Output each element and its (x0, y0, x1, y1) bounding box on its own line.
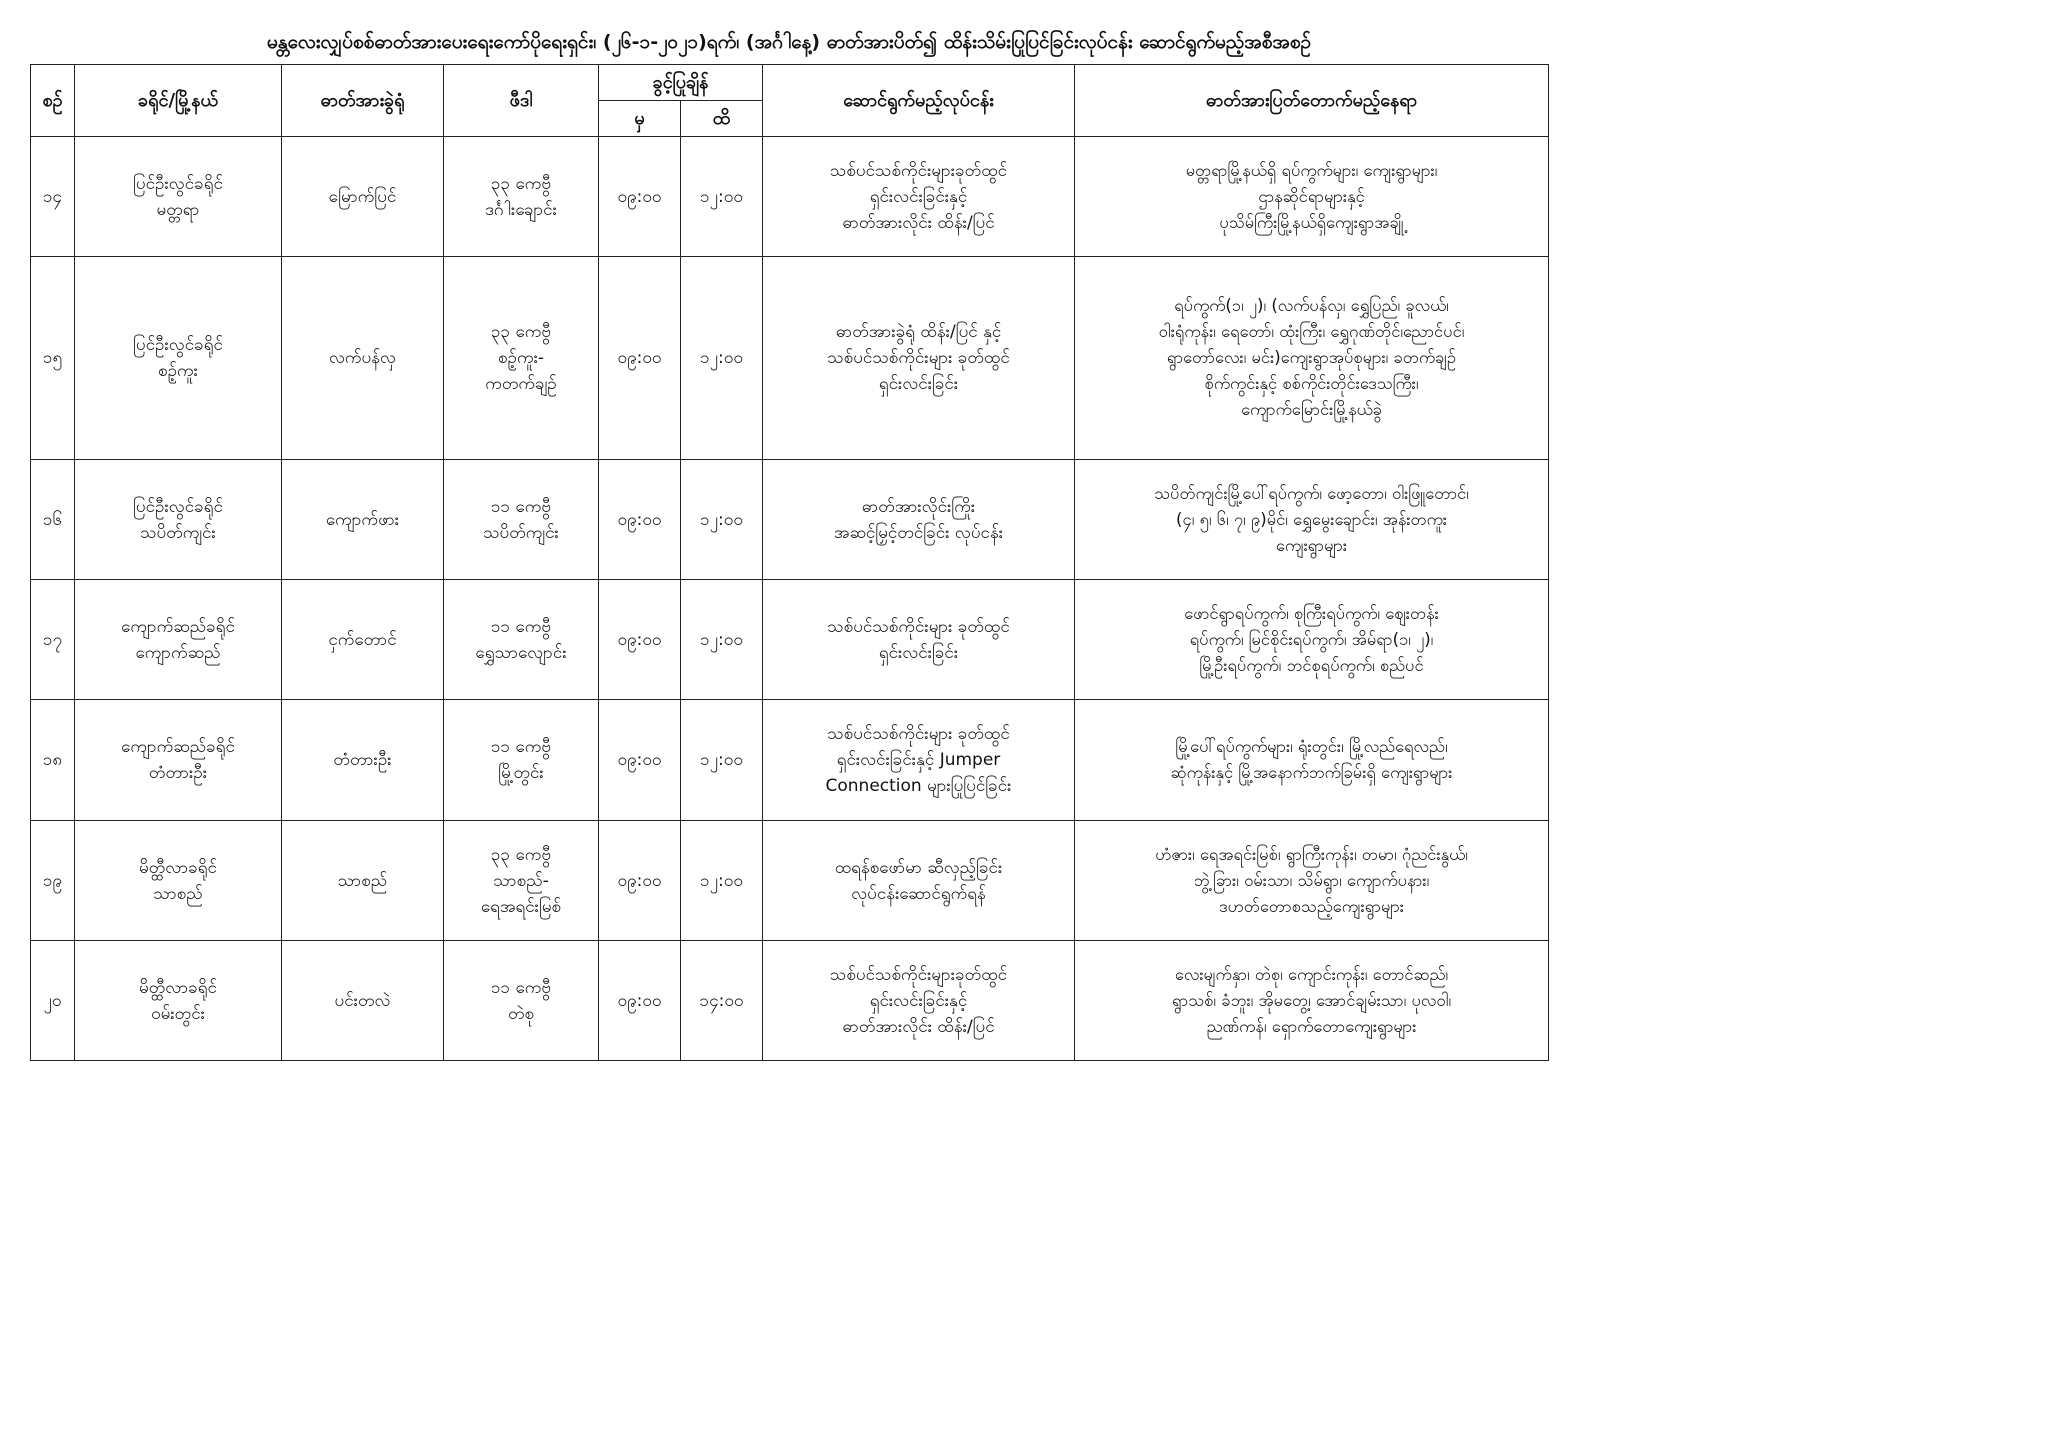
table-row (31, 460, 1549, 580)
cell-district-line: တံတားဦး (148, 763, 208, 783)
header-outage-area: ဓာတ်အားပြတ်တောက်မည့်နေရာ (1075, 65, 1549, 137)
cell-feeder-line: ၃၃ ကေဗွီ (490, 844, 552, 865)
cell-feeder-line: မြို့တွင်း (498, 763, 544, 783)
cell-district (75, 137, 282, 257)
cell-work-line: သစ်ပင်သစ်ကိုင်းများ ခုတ်ထွင် (827, 616, 1010, 637)
cell-outage-area-line: မြို့ဦးရပ်ကွက်၊ ဘင်စုရပ်ကွက်၊ စည်ပင် (1199, 655, 1424, 675)
cell-feeder-line: ၁၁ ကေဗွီ (490, 616, 552, 637)
cell-district (75, 460, 282, 580)
cell-feeder-line: ၁၁ ကေဗွီ (490, 737, 552, 757)
cell-district-line: ပြင်ဦးလွင်ခရိုင် (133, 496, 223, 517)
cell-outage-area (1075, 700, 1549, 821)
cell-district-line: ပြင်ဦးလွင်ခရိုင် (133, 335, 223, 355)
cell-outage-area-line: မတ္တရာမြို့နယ်ရှိ ရပ်ကွက်များ၊ ကျေးရွာများ၊ (1185, 160, 1438, 180)
cell-work (763, 257, 1075, 460)
cell-outage-area-line: ရပ်ကွက်၊ မြင်စိုင်းရပ်ကွက်၊ အိမ်ရာ(၁၊ ၂)၊ (1189, 629, 1434, 649)
cell-outage-area-line: စိုက်ကွင်းနှင့် စစ်ကိုင်းတိုင်းဒေသကြီး၊ (1204, 374, 1419, 393)
cell-outage-area (1075, 821, 1549, 941)
cell-substation: မြောက်ပြင် (282, 137, 444, 257)
cell-district (75, 941, 282, 1061)
cell-outage-area-line: ကျေးရွာများ (1275, 535, 1348, 555)
cell-outage-area-line: ဟံဇား၊ ရေအရင်းမြစ်၊ ရွာကြီးကုန်း၊ တမာ၊ ဂုံညင်းနွယ်၊ (1155, 844, 1468, 864)
cell-work-line: သစ်ပင်သစ်ကိုင်းများခုတ်ထွင် (829, 160, 1008, 181)
cell-outage-area-line: မြို့ပေါ်ရပ်ကွက်များ၊ ရုံးတွင်း၊ မြို့လည်ရေလည်၊ (1175, 737, 1448, 756)
cell-outage-area-line: ရပ်ကွက်(၁၊ ၂)၊ (လက်ပန်လှ၊ ရွှေပြည်၊ ခူလယ်၊ (1174, 296, 1449, 315)
schedule-table (30, 64, 1549, 1061)
cell-seq: ၁၅ (31, 257, 75, 460)
cell-district (75, 580, 282, 700)
cell-work-line: ရှင်းလင်းခြင်း (878, 642, 959, 663)
cell-district-line: မိတ္ထီလာခရိုင် (139, 977, 217, 998)
cell-outage-area (1075, 460, 1549, 580)
cell-district-line: သာစည် (153, 883, 203, 904)
cell-seq: ၂၀ (31, 941, 75, 1061)
header-permitted-time: ခွင့်ပြုချိန် (599, 65, 763, 101)
cell-time-from: ၀၉:၀၀ (599, 580, 681, 700)
cell-feeder-line: သပိတ်ကျင်း (483, 522, 559, 543)
cell-work-line: ရှင်းလင်းခြင်းနှင့် (869, 990, 968, 1011)
cell-district (75, 821, 282, 941)
cell-time-to: ၁၂:၀၀ (681, 460, 763, 580)
cell-district (75, 700, 282, 821)
cell-district-line: မိတ္ထီလာခရိုင် (139, 857, 217, 878)
cell-time-to: ၁၂:၀၀ (681, 821, 763, 941)
cell-time-from: ၀၉:၀၀ (599, 137, 681, 257)
cell-feeder-line: စဥ့်ကူး- (497, 348, 545, 368)
cell-outage-area-line: သပိတ်ကျင်းမြို့ပေါ်ရပ်ကွက်၊ ဖော့တော၊ ဝါးဖြူတောင်၊ (1154, 483, 1469, 503)
cell-time-from: ၀၉:၀၀ (599, 821, 681, 941)
cell-feeder-line: ၃၃ ကေဗွီ (490, 322, 552, 342)
cell-seq: ၁၆ (31, 460, 75, 580)
cell-work-line: ဓာတ်အားခွဲရုံ ထိန်း/ပြင် နှင့် (835, 322, 1002, 342)
cell-feeder (444, 580, 599, 700)
table-row (31, 257, 1549, 460)
table-row (31, 700, 1549, 821)
cell-feeder (444, 821, 599, 941)
cell-substation: ငှက်တောင် (282, 580, 444, 700)
cell-district-line: ဝမ်းတွင်း (151, 1003, 205, 1024)
cell-work (763, 137, 1075, 257)
cell-outage-area-line: ဒဟတ်တောစသည့်ကျေးရွာများ (1219, 896, 1404, 916)
cell-time-to: ၁၂:၀၀ (681, 580, 763, 700)
cell-substation: တံတားဦး (282, 700, 444, 821)
cell-district (75, 257, 282, 460)
cell-work-line: ဓာတ်အားလိုင်းကြိုး (861, 496, 976, 517)
cell-work-line: လုပ်ငန်းဆောင်ရွက်ရန် (851, 883, 986, 904)
cell-substation: လက်ပန်လှ (282, 257, 444, 460)
cell-outage-area-line: ရွာသစ်၊ ခံဘူး၊ အိုမတွေ့၊ အောင်ချမ်းသာ၊ ပုလဝါ၊ (1171, 990, 1452, 1010)
cell-feeder-line: ကတက်ချဉ် (485, 374, 557, 394)
cell-feeder (444, 460, 599, 580)
cell-time-from: ၀၉:၀၀ (599, 700, 681, 821)
cell-district-line: ကျောက်ဆည် (135, 642, 221, 663)
cell-feeder-line: ရွှေသာလျောင်း (475, 642, 567, 663)
cell-feeder-line: ၁၁ ကေဗွီ (490, 496, 552, 517)
cell-outage-area (1075, 941, 1549, 1061)
cell-work-line: သစ်ပင်သစ်ကိုင်းများခုတ်ထွင် (829, 964, 1008, 985)
cell-substation: သာစည် (282, 821, 444, 941)
cell-seq: ၁၈ (31, 700, 75, 821)
table-row (31, 821, 1549, 941)
cell-district-line: ကျောက်ဆည်ခရိုင် (121, 737, 235, 757)
cell-feeder (444, 137, 599, 257)
cell-seq: ၁၉ (31, 821, 75, 941)
cell-work-line: ရှင်းလင်းခြင်း (878, 374, 959, 394)
cell-work-line: ရှင်းလင်းခြင်းနှင့် (869, 186, 968, 207)
cell-feeder (444, 700, 599, 821)
header-feeder: ဖီဒါ (444, 65, 599, 137)
cell-outage-area-line: ဘွဲ့ခြား၊ ဝမ်းသာ၊ သိမ်ရွာ၊ ကျောက်ပနား၊ (1193, 870, 1430, 890)
cell-time-to: ၁၂:၀၀ (681, 137, 763, 257)
cell-district-line: ကျောက်ဆည်ခရိုင် (121, 616, 235, 637)
cell-time-from: ၀၉:၀၀ (599, 460, 681, 580)
cell-feeder-line: သာစည်- (493, 870, 549, 891)
cell-district-line: စဥ့်ကူး (158, 361, 198, 381)
cell-seq: ၁၄ (31, 137, 75, 257)
cell-outage-area-line: ပုသိမ်ကြီးမြို့နယ်ရှိကျေးရွာအချို့ (1219, 212, 1404, 232)
header-time-from: မှ (599, 101, 681, 137)
table-row (31, 941, 1549, 1061)
cell-feeder-line: ဒင်္ဂါးချောင်း (485, 199, 557, 220)
table-body (31, 137, 1549, 1061)
cell-outage-area-line: ကျောက်မြောင်းမြို့နယ်ခွဲ (1241, 400, 1382, 419)
cell-outage-area (1075, 137, 1549, 257)
cell-feeder-line: ၁၁ ကေဗွီ (490, 977, 552, 998)
header-work: ဆောင်ရွက်မည့်လုပ်ငန်း (763, 65, 1075, 137)
cell-work-line: ထရန်စဖော်မာ ဆီလှည့်ခြင်း (834, 857, 1003, 878)
cell-outage-area (1075, 257, 1549, 460)
cell-time-from: ၀၉:၀၀ (599, 941, 681, 1061)
cell-outage-area-line: ဝါးရုံကုန်း၊ ရေတော်၊ ထုံးကြီး၊ ရွှေဂုဏ်တိုင်၊ညောင်ပင်၊ (1158, 322, 1465, 341)
cell-work (763, 460, 1075, 580)
cell-feeder (444, 257, 599, 460)
cell-work-line: သစ်ပင်သစ်ကိုင်းများ ခုတ်ထွင် (827, 724, 1010, 744)
cell-substation: ပင်းတလဲ (282, 941, 444, 1061)
header-seq: စဉ် (31, 65, 75, 137)
cell-work-line: ရှင်းလင်းခြင်းနှင့် Jumper (836, 750, 1001, 770)
cell-work (763, 941, 1075, 1061)
table-row (31, 137, 1549, 257)
cell-outage-area (1075, 580, 1549, 700)
cell-outage-area-line: ရွာတော်လေး၊ မင်း)ကျေးရွာအုပ်စုများ၊ ခတက်ချဉ် (1166, 348, 1457, 367)
cell-work-line: Connection များပြုပြင်ခြင်း (825, 776, 1012, 796)
cell-outage-area-line: (၄၊ ၅၊ ၆၊ ၇၊ ၉)မိုင်၊ ရွှေမွေးချောင်း၊ အုန်းတကူး (1176, 509, 1447, 529)
cell-work (763, 580, 1075, 700)
cell-time-to: ၁၂:၀၀ (681, 700, 763, 821)
cell-outage-area-line: ဌာနဆိုင်ရာများနှင့် (1258, 186, 1365, 206)
cell-outage-area-line: လေးမျက်နှာ၊ တဲစု၊ ကျောင်းကုန်း၊ တောင်ဆည်၊ (1174, 964, 1449, 984)
cell-outage-area-line: ဖောင်ရွာရပ်ကွက်၊ စုကြီးရပ်ကွက်၊ ဈေးတန်း (1184, 603, 1439, 623)
cell-substation: ကျောက်ဖား (282, 460, 444, 580)
cell-time-to: ၁၂:၀၀ (681, 257, 763, 460)
cell-feeder (444, 941, 599, 1061)
table-row (31, 580, 1549, 700)
cell-outage-area-line: ညဏ်ကန်၊ ရှောက်တောကျေးရွာများ (1206, 1016, 1417, 1036)
cell-work-line: အဆင့်မြှင့်တင်ခြင်း လုပ်ငန်း (833, 522, 1004, 543)
header-substation: ဓာတ်အားခွဲရုံ (282, 65, 444, 137)
cell-work-line: ဓာတ်အားလိုင်း ထိန်း/ပြင် (842, 1016, 995, 1037)
cell-work (763, 821, 1075, 941)
cell-work-line: သစ်ပင်သစ်ကိုင်းများ ခုတ်ထွင် (827, 348, 1010, 368)
cell-district-line: မတ္တရာ (156, 199, 200, 220)
cell-feeder-line: ၃၃ ကေဗွီ (490, 173, 552, 194)
cell-time-from: ၀၉:၀၀ (599, 257, 681, 460)
cell-work (763, 700, 1075, 821)
cell-work-line: ဓာတ်အားလိုင်း ထိန်း/ပြင် (842, 212, 995, 233)
cell-district-line: ပြင်ဦးလွင်ခရိုင် (133, 173, 223, 194)
cell-district-line: သပိတ်ကျင်း (140, 522, 216, 543)
document-title: မန္တလေးလျှပ်စစ်ဓာတ်အားပေးရေးကော်ပိုရေးရှင်း၊ (၂၆-၁-၂၀၂၁)ရက်၊ (အင်္ဂါနေ့) ဓာတ်အားပိတ်၍ ထိန်းသိမ်းပြုပြင်ခြင်းလုပ်ငန်း ဆောင်ရွက်မည့်အစီအစဉ် (266, 31, 1312, 53)
cell-feeder-line: တဲစု (507, 1003, 535, 1024)
cell-feeder-line: ရေအရင်းမြစ် (480, 896, 562, 917)
cell-outage-area-line: ဆုံကုန်းနှင့် မြို့အနောက်ဘက်ခြမ်းရှိ ကျေးရွာများ (1170, 763, 1453, 782)
table-header (31, 65, 1549, 137)
header-time-to: ထိ (681, 101, 763, 137)
cell-time-to: ၁၄:၀၀ (681, 941, 763, 1061)
cell-seq: ၁၇ (31, 580, 75, 700)
header-district: ခရိုင်/မြို့နယ် (75, 65, 282, 137)
